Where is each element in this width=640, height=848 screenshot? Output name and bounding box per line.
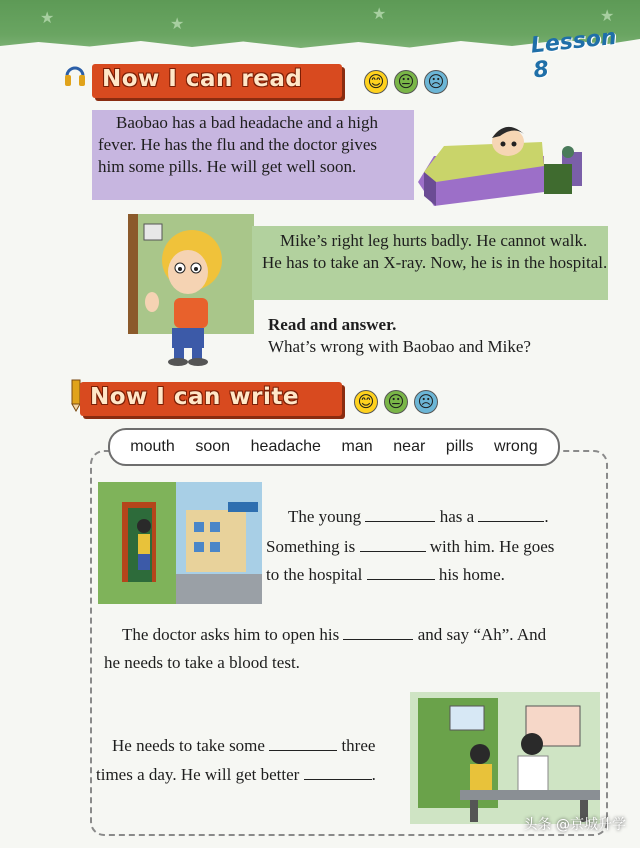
star-icon: ★ [372,4,387,23]
sad-face-icon: ☹ [414,390,438,414]
doctor-and-patient-illustration [410,692,600,824]
mike-paragraph: Mike’s right leg hurts badly. He cannot walk. He has to take an X-ray. Now, he is in the hospital. [262,231,608,272]
sad-face-icon: ☹ [424,70,448,94]
answer-blank[interactable] [360,537,426,552]
boy-leaving-home-illustration [98,482,262,604]
cloze-line-6: He needs to take some three [112,736,376,755]
baobao-paragraph: Baobao has a bad headache and a high fever. He has the flu and the doctor gives him some pills. He will get well soon. [98,113,378,176]
word-bank-item: soon [195,438,231,455]
neutral-face-icon: 😐 [394,70,418,94]
answer-blank[interactable] [343,625,413,640]
happy-face-icon: 😊 [364,70,388,94]
star-icon: ★ [40,8,55,27]
word-bank [108,428,560,466]
injured-boy-illustration [122,210,254,368]
word-bank-item: near [393,438,426,455]
star-icon: ★ [600,6,615,25]
answer-blank[interactable] [367,565,435,580]
word-bank-item: pills [445,438,474,455]
read-section-title: Now I can read [102,66,303,92]
answer-blank[interactable] [478,507,544,522]
answer-blank[interactable] [269,736,337,751]
answer-blank[interactable] [304,765,372,780]
answer-blank[interactable] [365,507,435,522]
word-bank-item: wrong [494,438,538,455]
word-bank-item: man [341,438,373,455]
cloze-line-1: The young has a . [288,507,549,526]
neutral-face-icon: 😐 [384,390,408,414]
cloze-line-5: he needs to take a blood test. [104,653,300,672]
cloze-line-7: times a day. He will get better . [96,765,376,784]
watermark-text: 头条 @京城升学 [523,817,626,833]
write-section-title: Now I can write [90,384,299,410]
headphones-icon [64,62,86,92]
happy-face-icon: 😊 [354,390,378,414]
star-icon: ★ [170,14,185,33]
word-bank-item: mouth [130,438,175,455]
cloze-line-2: Something is with him. He goes [266,537,555,556]
sick-boy-in-bed-illustration [414,112,594,212]
read-and-answer-heading: Read and answer. [268,315,397,334]
cloze-line-4: The doctor asks him to open his and say “Ah”. And [122,625,547,644]
word-bank-item: headache [250,438,321,455]
lesson-label: Lesson 8 [529,24,618,84]
read-question: What’s wrong with Baobao and Mike? [268,337,531,356]
cloze-line-3: to the hospital his home. [266,565,505,584]
